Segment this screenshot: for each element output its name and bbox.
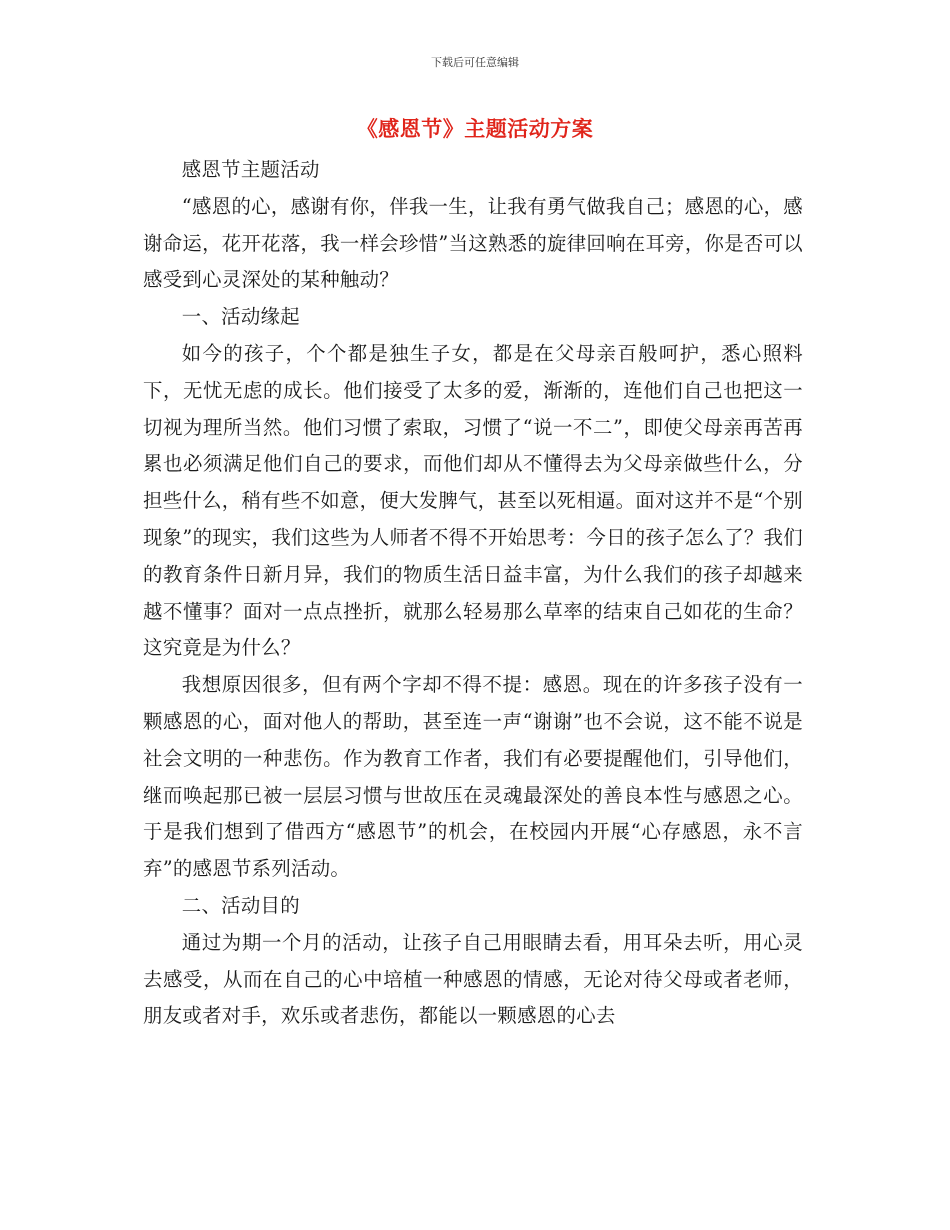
paragraph-subtitle: 感恩节主题活动: [181, 158, 320, 181]
paragraph-origin: 如今的孩子，个个都是独生子女，都是在父母亲百般呵护，悉心照料下，无忧无虑的成长。他们接受了太多的爱，渐渐的，连他们自己也把这一切视为理所当然。他们习惯了索取，习惯了“说一不二”，即使父母亲再苦再累也必须满足他们自己的要求，而他们却从不懂得去为父母亲做些什么，分担些什么，稍有些不如意，便大发脾气，甚至以死相逼。面对这并不是“个别现象”的现实，我们这些为人师者不得不开始思考：今日的孩子怎么了？我们的教育条件日新月异，我们的物质生活日益丰富，为什么我们的孩子却越来越不懂事？面对一点点挫折，就那么轻易那么草率的结束自己如花的生命？这究竟是为什么？: [143, 341, 804, 660]
document-title: 《感恩节》主题活动方案: [356, 117, 594, 141]
header-note: 下载后可任意编辑: [431, 56, 519, 69]
paragraph-purpose: 通过为期一个月的活动，让孩子自己用眼睛去看，用耳朵去听，用心灵去感受，从而在自己的心中培植一种感恩的情感，无论对待父母或者老师，朋友或者对手，欢乐或者悲伤，都能以一颗感恩的心去: [143, 930, 803, 1028]
paragraph-reason: 我想原因很多，但有两个字却不得不提：感恩。现在的许多孩子没有一颗感恩的心，面对他人的帮助，甚至连一声“谢谢”也不会说，这不能不说是社会文明的一种悲伤。作为教育工作者，我们有必要提醒他们，引导他们，继而唤起那已被一层层习惯与世故压在灵魂最深处的善良本性与感恩之心。于是我们想到了借西方“感恩节”的机会，在校园内开展“心存感恩，永不言弃”的感恩节系列活动。: [143, 673, 803, 881]
section-heading-purpose: 二、活动目的: [181, 893, 300, 917]
paragraph-intro: “感恩的心，感谢有你，伴我一生，让我有勇气做我自己；感恩的心，感谢命运，花开花落，我一样会珍惜”当这熟悉的旋律回响在耳旁，你是否可以感受到心灵深处的某种触动？: [143, 194, 804, 292]
document-body: [143, 152, 803, 1035]
section-heading-origin: 一、活动缘起: [181, 305, 300, 329]
